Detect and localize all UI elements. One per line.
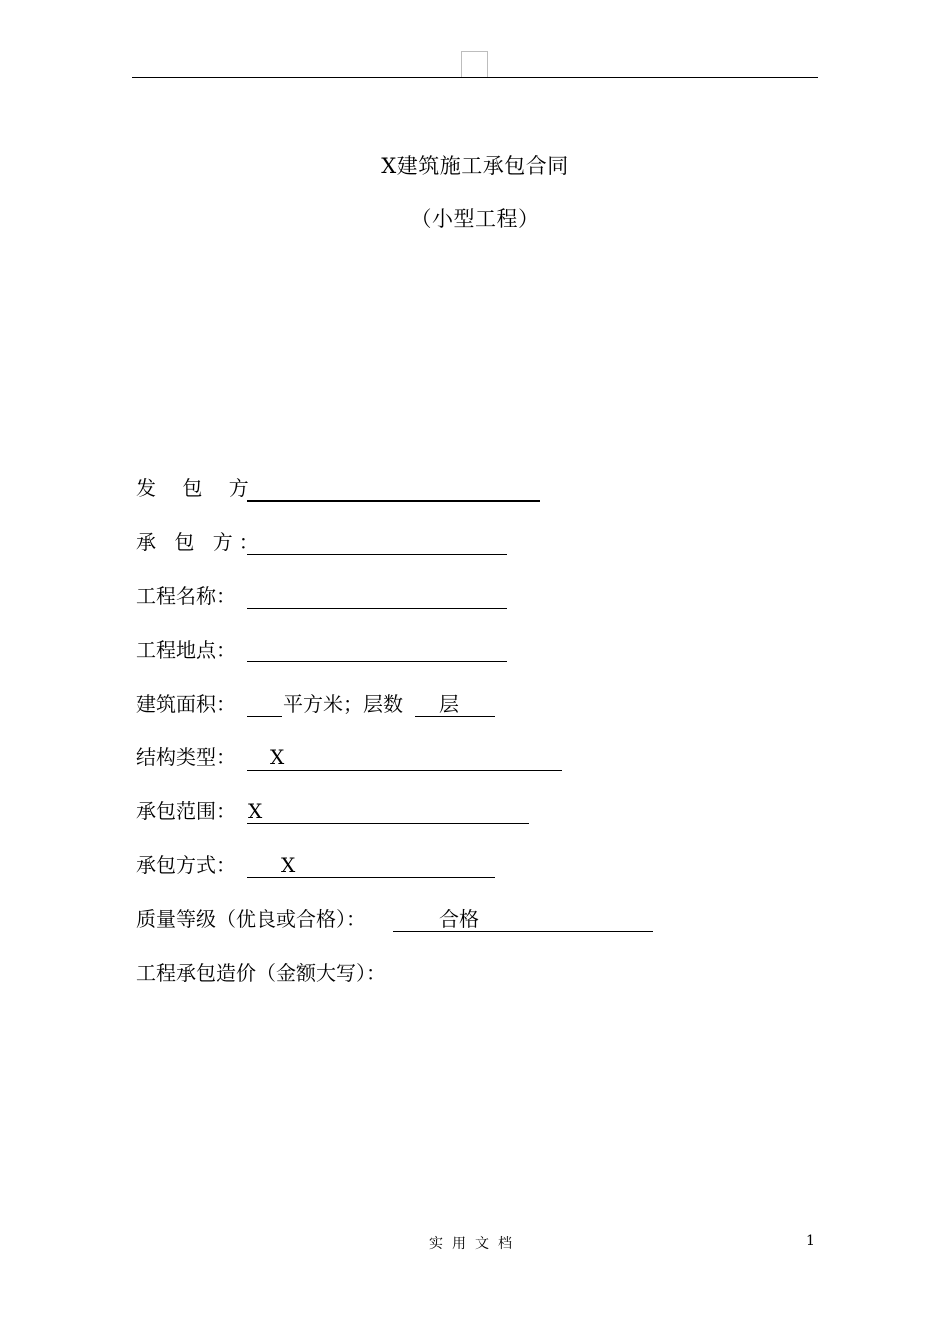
building-area-label: 建筑面积： xyxy=(136,692,236,716)
structure-type-value: X xyxy=(270,745,285,769)
project-location-label: 工程地点： xyxy=(136,638,236,662)
header-rule xyxy=(132,77,818,78)
employer-label: 发 包 方 xyxy=(136,476,259,500)
structure-type-field[interactable] xyxy=(247,770,562,771)
project-name-label: 工程名称： xyxy=(136,584,236,608)
project-location-field[interactable] xyxy=(247,661,507,662)
contractor-field[interactable] xyxy=(247,554,507,555)
project-name-field[interactable] xyxy=(247,608,507,609)
quality-label: 质量等级（优良或合格）： xyxy=(136,907,366,931)
floors-unit-text: 层 xyxy=(439,692,459,716)
page-number: 1 xyxy=(806,1233,815,1249)
scope-value: X xyxy=(248,799,263,823)
structure-type-label: 结构类型： xyxy=(136,745,236,769)
footer-text: 实用文档 xyxy=(429,1236,521,1252)
area-unit-text: 平方米；层数 xyxy=(283,692,403,716)
building-area-field[interactable] xyxy=(247,716,282,717)
header-box xyxy=(461,51,488,77)
contractor-label: 承 包 方： xyxy=(136,530,265,554)
employer-field[interactable] xyxy=(247,500,540,502)
quality-field[interactable] xyxy=(393,931,653,932)
method-value: X xyxy=(281,853,296,877)
quality-value: 合格 xyxy=(439,907,479,931)
method-label: 承包方式： xyxy=(136,853,236,877)
price-label: 工程承包造价（金额大写）： xyxy=(136,961,386,985)
document-subtitle: （小型工程） xyxy=(410,207,540,231)
scope-field[interactable] xyxy=(247,823,529,824)
document-title: X建筑施工承包合同 xyxy=(381,154,569,178)
scope-label: 承包范围： xyxy=(136,799,236,823)
